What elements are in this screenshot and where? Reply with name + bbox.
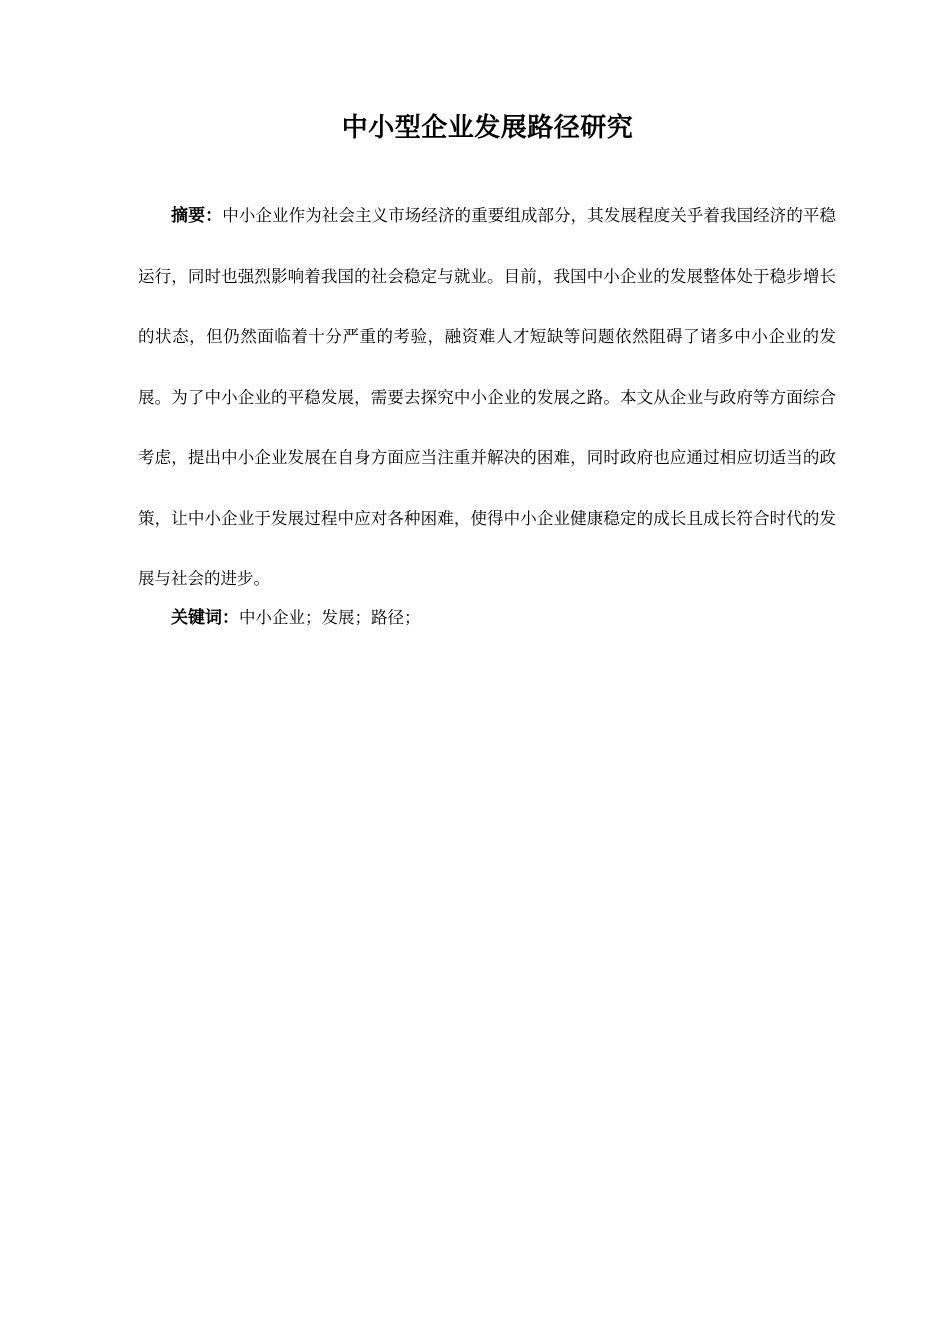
abstract-label: 摘要： [171,206,223,226]
document-title: 中小型企业发展路径研究 [341,113,634,143]
keywords-text: 中小企业；发展；路径； [239,608,421,627]
keywords-label: 关键词： [171,608,239,628]
abstract-paragraph [138,186,836,610]
keywords-paragraph [138,603,836,633]
abstract-text: 中小企业作为社会主义市场经济的重要组成部分，其发展程度关乎着我国经济的平稳运行，同时也强烈影响着我国的社会稳定与就业。目前，我国中小企业的发展整体处于稳步增长的状态，但仍然面临着十分严重的考验，融资难人才短缺等问题依然阻碍了诸多中小企业的发展。为了中小企业的平稳发展，需要去探究中小企业的发展之路。本文从企业与政府等方面综合考虑，提出中小企业发展在自身方面应当注重并解决的困难，同时政府也应通过相应切适当的政策，让中小企业于发展过程中应对各种困难，使得中小企业健康稳定的成长且成长符合时代的发展与社会的进步。 [138,206,837,588]
